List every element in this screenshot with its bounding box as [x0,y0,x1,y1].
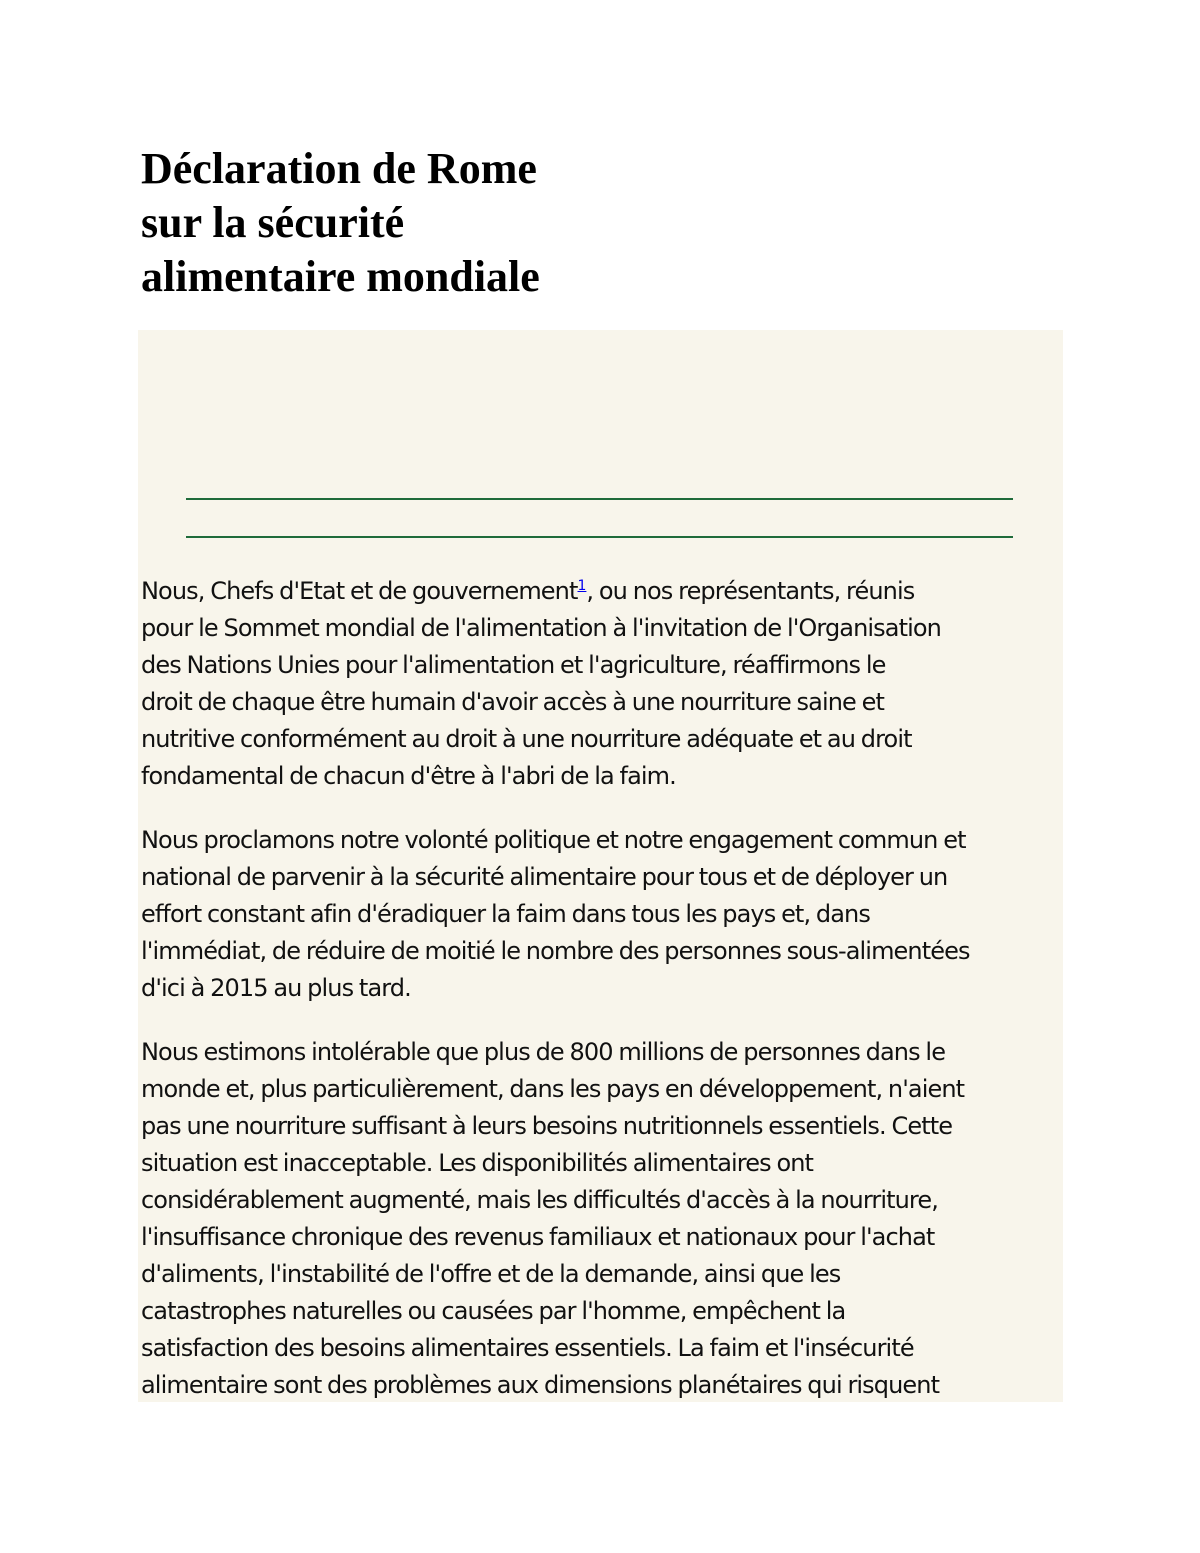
text-line: droit de chaque être humain d'avoir accès à une nourriture saine et [141,688,885,716]
title-line: sur la sécurité [141,198,405,247]
text-line: monde et, plus particulièrement, dans les pays en développement, n'aient [141,1075,965,1103]
paragraph-1 [141,573,1063,795]
text-line: catastrophes naturelles ou causées par l'homme, empêchent la [141,1297,846,1325]
text-line: effort constant afin d'éradiquer la faim dans tous les pays et, dans [141,900,870,928]
text-line: nutritive conformément au droit à une nourriture adéquate et au droit [141,725,912,753]
footnote-link[interactable]: 1 [577,578,587,594]
title-line: alimentaire mondiale [141,252,540,301]
text-line: considérablement augmenté, mais les difficultés d'accès à la nourriture, [141,1186,938,1214]
text-line: l'insuffisance chronique des revenus familiaux et nationaux pour l'achat [141,1223,935,1251]
text-line: d'ici à 2015 au plus tard. [141,974,411,1002]
text-line: situation est inacceptable. Les disponibilités alimentaires ont [141,1149,814,1177]
horizontal-rule [186,498,1013,500]
text-line: Nous proclamons notre volonté politique et notre engagement commun et [141,826,966,854]
title-line: Déclaration de Rome [141,144,537,193]
text-line: l'immédiat, de réduire de moitié le nombre des personnes sous-alimentées [141,937,970,965]
text-line [141,573,1063,610]
text-segment: , ou nos représentants, réunis [586,577,915,605]
text-line: pas une nourriture suffisant à leurs besoins nutritionnels essentiels. Cette [141,1112,953,1140]
page-title [141,142,661,304]
text-line: pour le Sommet mondial de l'alimentation à l'invitation de l'Organisation [141,614,941,642]
horizontal-rule [186,536,1013,538]
text-line: des Nations Unies pour l'alimentation et l'agriculture, réaffirmons le [141,651,886,679]
text-line: satisfaction des besoins alimentaires essentiels. La faim et l'insécurité [141,1334,914,1362]
text-line: d'aliments, l'instabilité de l'offre et de la demande, ainsi que les [141,1260,841,1288]
text-line: national de parvenir à la sécurité alimentaire pour tous et de déployer un [141,863,948,891]
text-segment: Nous, Chefs d'Etat et de gouvernement [141,577,578,605]
declaration-body [141,573,1063,1402]
text-line: Nous estimons intolérable que plus de 800 millions de personnes dans le [141,1038,946,1066]
paragraph-2 [141,822,1063,1007]
text-line: alimentaire sont des problèmes aux dimensions planétaires qui risquent [141,1371,940,1399]
content-panel [138,330,1063,1402]
text-line: fondamental de chacun d'être à l'abri de la faim. [141,762,676,790]
paragraph-3 [141,1034,1063,1402]
